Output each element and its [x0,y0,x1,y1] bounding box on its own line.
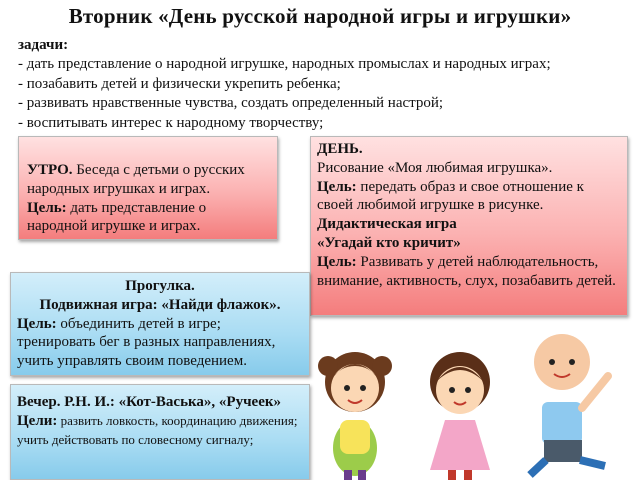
evening-box [10,384,310,480]
walk-label: Прогулка. [125,278,195,294]
evening-label: Вечер. Р.Н. И.: «Кот-Васька», «Ручеек» [17,394,282,410]
day-box [310,136,628,316]
evening-goal-text: развить ловкость, координацию движения; учить действовать по словесному сигналу; [17,412,298,447]
kids-illustration [300,310,640,480]
day-goal2-label: Цель: [317,253,357,270]
boy-figure [530,334,608,475]
walk-goal-label: Цель: [17,315,57,332]
day-drawing: Рисование «Моя любимая игрушка». [317,159,553,176]
day-label: ДЕНЬ. [317,141,363,157]
evening-goal-label: Цели: [17,412,58,429]
page-title: Вторник «День русской народной игры и игрушки» [68,4,572,28]
walk-goal-text: объединить детей в игре; тренировать бег в разных направлениях, учить управлять своим поведением. [17,315,276,370]
day-goal2-text: Развивать у детей наблюдательность, внимание, активность, слух, позабавить детей. [317,253,616,289]
tasks-block [18,36,628,133]
task-item: - воспитывать интерес к народному творчеству; [18,114,324,131]
morning-label: УТРО. [27,162,73,178]
walk-game: Подвижная игра: «Найди флажок». [39,296,281,313]
girl-two-figure [430,352,490,480]
walk-box [10,272,310,376]
day-goal-label: Цель: [317,178,357,195]
morning-goal-label: Цель: [27,199,67,216]
day-goal-text: передать образ и свое отношение к своей любимой игрушке в рисунке. [317,178,584,214]
tasks-heading: задачи: [18,37,69,53]
day-game-name: «Угадай кто кричит» [317,234,461,251]
morning-goal-text: дать представление о народной игрушке и играх. [27,199,207,235]
task-item: - позабавить детей и физически укрепить ребенка; [18,75,341,92]
day-game-label: Дидактическая игра [317,216,457,233]
task-item: - развивать нравственные чувства, создать определенный настрой; [18,95,444,112]
task-item: - дать представление о народной игрушке, народных промыслах и народных играх; [18,56,551,73]
morning-text: Беседа с детьми о русских народных игрушках и играх. [27,162,245,197]
girl-one-figure [318,352,392,480]
morning-box [18,136,278,240]
